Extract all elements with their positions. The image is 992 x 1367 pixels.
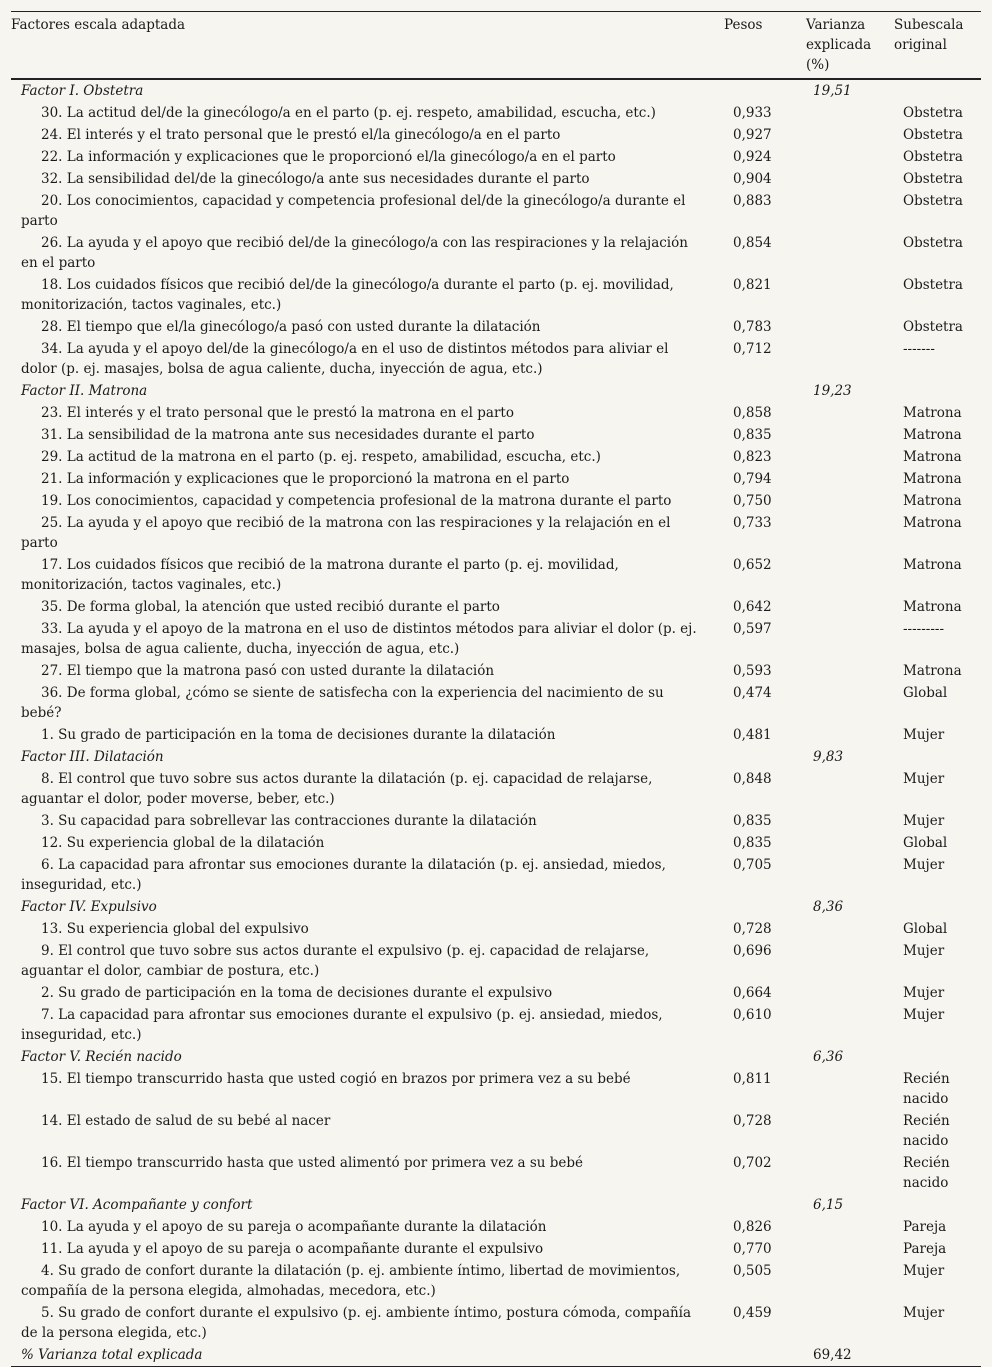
item-text: 29. La actitud de la matrona en el parto (p. ej. respeto, amabilidad, escucha, etc.): [41, 449, 601, 465]
table-row: [11, 338, 981, 380]
item-weight: 0,750: [733, 493, 772, 509]
item-text: 27. El tiempo que la matrona pasó con usted durante la dilatación: [41, 663, 495, 679]
total-label: % Varianza total explicada: [21, 1347, 203, 1363]
table-row: [11, 232, 981, 274]
item-subscale: Global: [903, 921, 948, 937]
item-variance-empty: [798, 446, 890, 468]
item-text: 16. El tiempo transcurrido hasta que usted alimentó por primera vez a su bebé: [41, 1155, 583, 1171]
item-weight: 0,904: [733, 171, 772, 187]
table-row: [11, 316, 981, 338]
factor-loadings-table: [11, 11, 981, 1367]
item-variance-empty: [798, 618, 890, 660]
item-text: 12. Su experiencia global de la dilatación: [41, 835, 325, 851]
factor-label: Factor V. Recién nacido: [21, 1049, 182, 1065]
item-variance-empty: [798, 724, 890, 746]
factor-weight-empty: [716, 1194, 798, 1216]
table-row: [11, 854, 981, 896]
factor-table-container: [11, 11, 981, 1367]
item-subscale: Obstetra: [903, 235, 963, 251]
table-row: [11, 1260, 981, 1302]
table-row: [11, 918, 981, 940]
item-weight: 0,883: [733, 193, 772, 209]
item-subscale: Matrona: [903, 515, 962, 531]
table-row: [11, 1216, 981, 1238]
factor-label: Factor I. Obstetra: [21, 83, 144, 99]
table-row: [11, 512, 981, 554]
table-row: [11, 832, 981, 854]
item-variance-empty: [798, 490, 890, 512]
item-weight: 0,712: [733, 341, 772, 357]
item-text: 17. Los cuidados físicos que recibió de la matrona durante el parto (p. ej. movilidad, monitorización, tactos vaginales, etc.): [21, 557, 619, 593]
item-weight: 0,933: [733, 105, 772, 121]
item-subscale: Mujer: [903, 1007, 945, 1023]
item-subscale: Global: [903, 685, 948, 701]
item-text: 36. De forma global, ¿cómo se siente de satisfecha con la experiencia del nacimiento de su bebé?: [21, 685, 664, 721]
table-row: [11, 490, 981, 512]
header-factor: Factores escala adaptada: [11, 17, 186, 33]
item-subscale: Matrona: [903, 471, 962, 487]
item-weight: 0,733: [733, 515, 772, 531]
item-subscale: Mujer: [903, 813, 945, 829]
item-weight: 0,652: [733, 557, 772, 573]
item-weight: 0,794: [733, 471, 772, 487]
item-subscale: Obstetra: [903, 319, 963, 335]
factor-subscale-empty: [890, 380, 981, 402]
factor-weight-empty: [716, 746, 798, 768]
table-row: [11, 940, 981, 982]
item-subscale: Obstetra: [903, 149, 963, 165]
factor-variance: 19,51: [813, 83, 852, 99]
item-text: 24. El interés y el trato personal que le prestó el/la ginecólogo/a en el parto: [41, 127, 561, 143]
item-subscale: -------: [903, 341, 935, 357]
table-row: [11, 274, 981, 316]
item-text: 28. El tiempo que el/la ginecólogo/a pasó con usted durante la dilatación: [41, 319, 541, 335]
item-variance-empty: [798, 682, 890, 724]
item-weight: 0,593: [733, 663, 772, 679]
item-weight: 0,927: [733, 127, 772, 143]
table-row: [11, 1110, 981, 1152]
table-row: [11, 768, 981, 810]
table-row: [11, 1152, 981, 1194]
item-variance-empty: [798, 554, 890, 596]
factor-weight-empty: [716, 1046, 798, 1068]
item-subscale: Obstetra: [903, 127, 963, 143]
factor-subscale-empty: [890, 1046, 981, 1068]
item-text: 6. La capacidad para afrontar sus emociones durante la dilatación (p. ej. ansiedad, miedos, inseguridad, etc.): [21, 857, 666, 893]
item-variance-empty: [798, 512, 890, 554]
item-variance-empty: [798, 1238, 890, 1260]
item-variance-empty: [798, 768, 890, 810]
factor-variance: 9,83: [813, 749, 844, 765]
item-variance-empty: [798, 316, 890, 338]
factor-row: [11, 896, 981, 918]
item-variance-empty: [798, 918, 890, 940]
item-weight: 0,610: [733, 1007, 772, 1023]
item-text: 4. Su grado de confort durante la dilatación (p. ej. ambiente íntimo, libertad de movimientos, compañía de la persona elegida, almohadas, mecedora, etc.): [21, 1263, 681, 1299]
item-weight: 0,728: [733, 921, 772, 937]
total-variance: 69,42: [813, 1347, 852, 1363]
item-subscale: Matrona: [903, 427, 962, 443]
item-weight: 0,696: [733, 943, 772, 959]
item-variance-empty: [798, 402, 890, 424]
header-weight: Pesos: [724, 17, 763, 33]
item-variance-empty: [798, 854, 890, 896]
item-subscale: Recién nacido: [903, 1113, 950, 1149]
item-subscale: Pareja: [903, 1241, 947, 1257]
item-variance-empty: [798, 660, 890, 682]
item-weight: 0,823: [733, 449, 772, 465]
item-variance-empty: [798, 1068, 890, 1110]
item-variance-empty: [798, 1216, 890, 1238]
factor-label: Factor III. Dilatación: [21, 749, 164, 765]
item-variance-empty: [798, 982, 890, 1004]
table-row: [11, 618, 981, 660]
item-text: 23. El interés y el trato personal que le prestó la matrona en el parto: [41, 405, 514, 421]
item-weight: 0,474: [733, 685, 772, 701]
item-weight: 0,705: [733, 857, 772, 873]
header-row: [11, 12, 981, 80]
table-row: [11, 402, 981, 424]
factor-subscale-empty: [890, 896, 981, 918]
table-row: [11, 682, 981, 724]
item-variance-empty: [798, 424, 890, 446]
table-row: [11, 810, 981, 832]
table-body: [11, 79, 981, 1367]
item-subscale: Matrona: [903, 599, 962, 615]
item-variance-empty: [798, 274, 890, 316]
item-weight: 0,924: [733, 149, 772, 165]
item-weight: 0,811: [733, 1071, 772, 1087]
item-weight: 0,770: [733, 1241, 772, 1257]
item-variance-empty: [798, 810, 890, 832]
item-text: 35. De forma global, la atención que usted recibió durante el parto: [41, 599, 500, 615]
item-subscale: Mujer: [903, 771, 945, 787]
item-subscale: Obstetra: [903, 171, 963, 187]
factor-weight-empty: [716, 380, 798, 402]
table-row: [11, 424, 981, 446]
item-variance-empty: [798, 146, 890, 168]
item-subscale: Recién nacido: [903, 1071, 950, 1107]
item-text: 2. Su grado de participación en la toma de decisiones durante el expulsivo: [41, 985, 553, 1001]
factor-label: Factor IV. Expulsivo: [21, 899, 157, 915]
table-row: [11, 124, 981, 146]
item-weight: 0,642: [733, 599, 772, 615]
item-text: 34. La ayuda y el apoyo del/de la ginecólogo/a en el uso de distintos métodos para aliviar el dolor (p. ej. masajes, bolsa de agua caliente, ducha, inyección de agua, etc.): [21, 341, 669, 377]
factor-variance: 8,36: [813, 899, 844, 915]
item-variance-empty: [798, 1110, 890, 1152]
factor-subscale-empty: [890, 746, 981, 768]
item-text: 13. Su experiencia global del expulsivo: [41, 921, 309, 937]
item-subscale: Mujer: [903, 943, 945, 959]
item-text: 10. La ayuda y el apoyo de su pareja o acompañante durante la dilatación: [41, 1219, 547, 1235]
table-row: [11, 102, 981, 124]
item-text: 14. El estado de salud de su bebé al nacer: [41, 1113, 331, 1129]
item-text: 1. Su grado de participación en la toma de decisiones durante la dilatación: [41, 727, 556, 743]
table-row: [11, 596, 981, 618]
item-weight: 0,728: [733, 1113, 772, 1129]
item-weight: 0,835: [733, 427, 772, 443]
item-text: 15. El tiempo transcurrido hasta que usted cogió en brazos por primera vez a su bebé: [41, 1071, 631, 1087]
item-variance-empty: [798, 124, 890, 146]
item-text: 19. Los conocimientos, capacidad y competencia profesional de la matrona durante el parto: [41, 493, 672, 509]
item-subscale: Matrona: [903, 493, 962, 509]
item-variance-empty: [798, 1302, 890, 1344]
item-variance-empty: [798, 1260, 890, 1302]
item-text: 9. El control que tuvo sobre sus actos durante el expulsivo (p. ej. capacidad de relajarse, aguantar el dolor, cambiar de postura, etc.): [21, 943, 650, 979]
table-row: [11, 468, 981, 490]
factor-weight-empty: [716, 896, 798, 918]
factor-row: [11, 1194, 981, 1216]
table-row: [11, 982, 981, 1004]
item-weight: 0,858: [733, 405, 772, 421]
item-weight: 0,597: [733, 621, 772, 637]
item-subscale: Mujer: [903, 857, 945, 873]
item-weight: 0,848: [733, 771, 772, 787]
table-row: [11, 1238, 981, 1260]
item-text: 33. La ayuda y el apoyo de la matrona en el uso de distintos métodos para aliviar el dolor (p. ej. masajes, bolsa de agua caliente, ducha, inyección de agua, etc.): [21, 621, 697, 657]
item-text: 11. La ayuda y el apoyo de su pareja o acompañante durante el expulsivo: [41, 1241, 544, 1257]
item-weight: 0,505: [733, 1263, 772, 1279]
table-row: [11, 1302, 981, 1344]
item-subscale: Mujer: [903, 1305, 945, 1321]
item-text: 3. Su capacidad para sobrellevar las contracciones durante la dilatación: [41, 813, 537, 829]
item-text: 25. La ayuda y el apoyo que recibió de la matrona con las respiraciones y la relajación en el parto: [21, 515, 671, 551]
item-text: 31. La sensibilidad de la matrona ante sus necesidades durante el parto: [41, 427, 535, 443]
item-text: 7. La capacidad para afrontar sus emociones durante el expulsivo (p. ej. ansiedad, miedos, inseguridad, etc.): [21, 1007, 663, 1043]
factor-label: Factor II. Matrona: [21, 383, 148, 399]
factor-variance: 19,23: [813, 383, 852, 399]
total-row: [11, 1344, 981, 1367]
item-weight: 0,783: [733, 319, 772, 335]
factor-row: [11, 380, 981, 402]
table-row: [11, 724, 981, 746]
item-variance-empty: [798, 168, 890, 190]
item-variance-empty: [798, 190, 890, 232]
table-header: [11, 12, 981, 80]
item-variance-empty: [798, 1004, 890, 1046]
factor-label: Factor VI. Acompañante y confort: [21, 1197, 253, 1213]
item-subscale: Recién nacido: [903, 1155, 950, 1191]
item-variance-empty: [798, 940, 890, 982]
factor-subscale-empty: [890, 79, 981, 102]
total-subscale-empty: [890, 1344, 981, 1367]
item-subscale: Pareja: [903, 1219, 947, 1235]
item-subscale: ---------: [903, 621, 945, 637]
item-subscale: Matrona: [903, 663, 962, 679]
table-row: [11, 1068, 981, 1110]
item-subscale: Matrona: [903, 405, 962, 421]
item-weight: 0,835: [733, 813, 772, 829]
item-weight: 0,459: [733, 1305, 772, 1321]
item-weight: 0,835: [733, 835, 772, 851]
item-subscale: Mujer: [903, 985, 945, 1001]
factor-row: [11, 79, 981, 102]
table-row: [11, 190, 981, 232]
item-variance-empty: [798, 102, 890, 124]
item-text: 5. Su grado de confort durante el expulsivo (p. ej. ambiente íntimo, postura cómoda, compañía de la persona elegida, etc.): [21, 1305, 692, 1341]
item-variance-empty: [798, 468, 890, 490]
item-text: 26. La ayuda y el apoyo que recibió del/de la ginecólogo/a con las respiraciones y la relajación en el parto: [21, 235, 688, 271]
table-row: [11, 554, 981, 596]
item-text: 20. Los conocimientos, capacidad y competencia profesional del/de la ginecólogo/a durante el parto: [21, 193, 686, 229]
item-text: 22. La información y explicaciones que le proporcionó el/la ginecólogo/a en el parto: [41, 149, 616, 165]
item-subscale: Matrona: [903, 557, 962, 573]
item-weight: 0,826: [733, 1219, 772, 1235]
item-weight: 0,854: [733, 235, 772, 251]
item-weight: 0,702: [733, 1155, 772, 1171]
item-variance-empty: [798, 232, 890, 274]
item-variance-empty: [798, 338, 890, 380]
item-variance-empty: [798, 1152, 890, 1194]
factor-weight-empty: [716, 79, 798, 102]
item-text: 21. La información y explicaciones que le proporcionó la matrona en el parto: [41, 471, 570, 487]
header-variance: Varianza explicada (%): [806, 17, 872, 73]
factor-subscale-empty: [890, 1194, 981, 1216]
item-weight: 0,664: [733, 985, 772, 1001]
table-row: [11, 168, 981, 190]
item-text: 30. La actitud del/de la ginecólogo/a en el parto (p. ej. respeto, amabilidad, escucha, etc.): [41, 105, 656, 121]
item-subscale: Obstetra: [903, 277, 963, 293]
item-subscale: Obstetra: [903, 105, 963, 121]
table-row: [11, 1004, 981, 1046]
item-weight: 0,481: [733, 727, 772, 743]
header-subscale: Subescala original: [894, 17, 964, 53]
item-subscale: Global: [903, 835, 948, 851]
item-subscale: Obstetra: [903, 193, 963, 209]
item-weight: 0,821: [733, 277, 772, 293]
item-variance-empty: [798, 832, 890, 854]
factor-row: [11, 746, 981, 768]
item-subscale: Mujer: [903, 1263, 945, 1279]
item-text: 18. Los cuidados físicos que recibió del/de la ginecólogo/a durante el parto (p. ej. movilidad, monitorización, tactos vaginales, etc.): [21, 277, 674, 313]
factor-variance: 6,36: [813, 1049, 844, 1065]
table-row: [11, 660, 981, 682]
table-row: [11, 446, 981, 468]
factor-row: [11, 1046, 981, 1068]
item-subscale: Matrona: [903, 449, 962, 465]
item-variance-empty: [798, 596, 890, 618]
table-row: [11, 146, 981, 168]
total-weight-empty: [716, 1344, 798, 1367]
item-text: 32. La sensibilidad del/de la ginecólogo/a ante sus necesidades durante el parto: [41, 171, 590, 187]
factor-variance: 6,15: [813, 1197, 844, 1213]
item-subscale: Mujer: [903, 727, 945, 743]
item-text: 8. El control que tuvo sobre sus actos durante la dilatación (p. ej. capacidad de relajarse, aguantar el dolor, poder moverse, beber, etc.): [21, 771, 653, 807]
